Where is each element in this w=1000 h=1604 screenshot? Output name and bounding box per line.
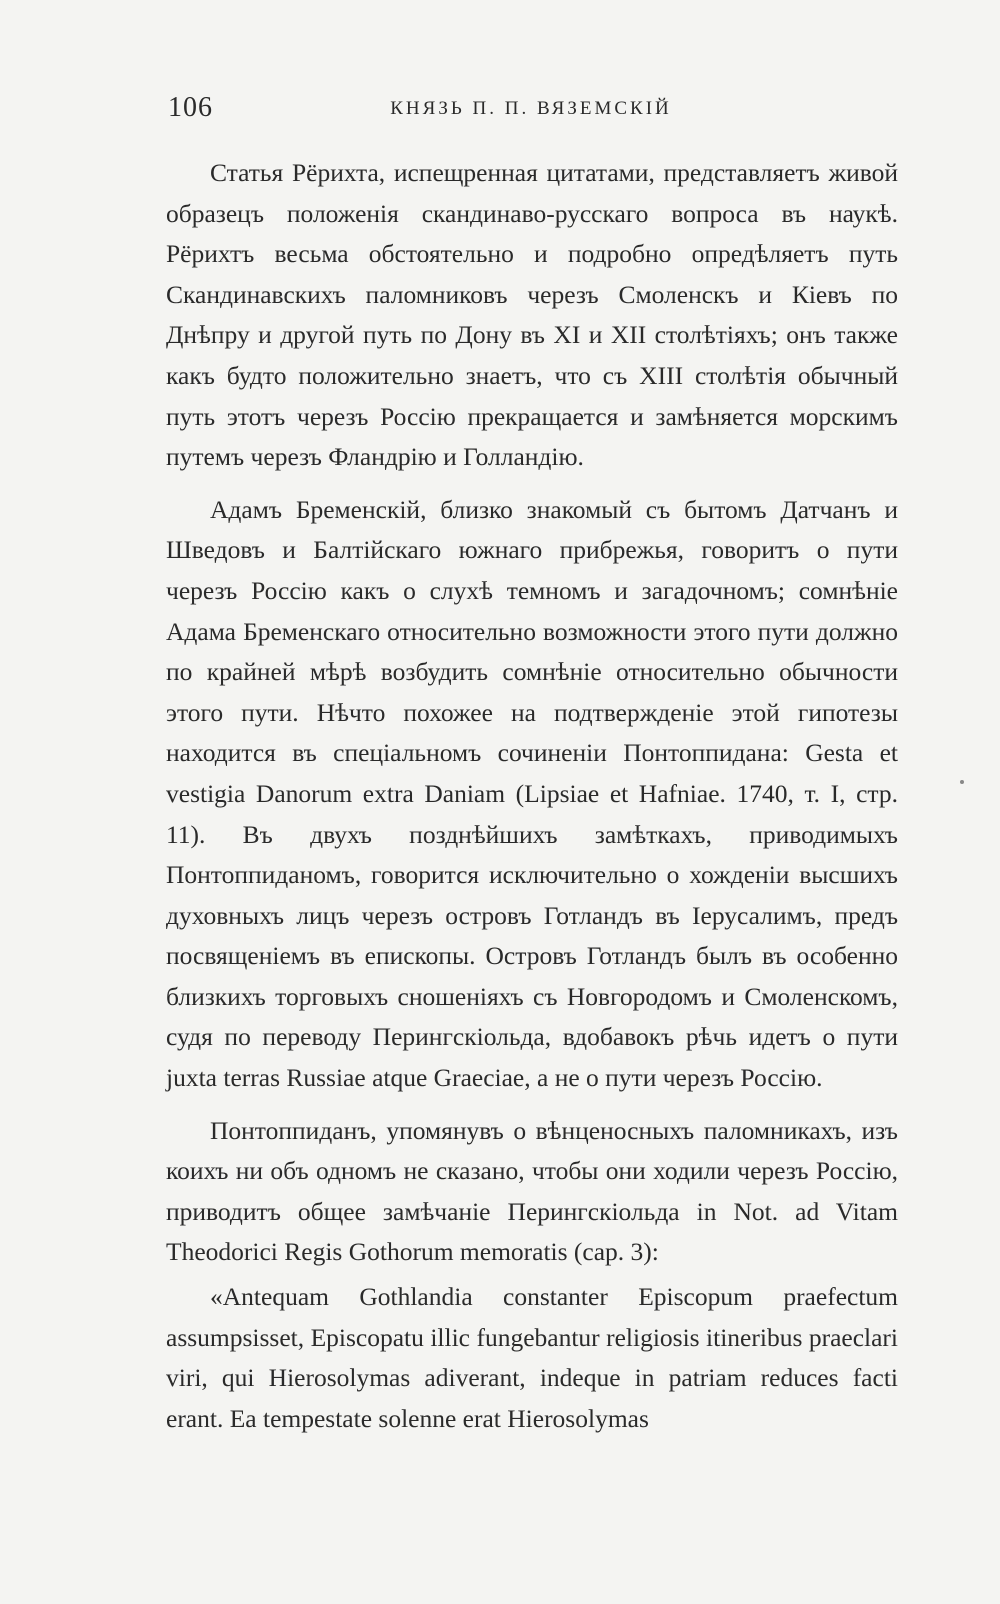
paragraph-1: Статья Рёрихта, испещренная цитатами, представляетъ живой образецъ положенія скандинаво-русскаго вопроса въ наукѣ. Рёрихтъ весьма обстоятельно и подробно опредѣляетъ путь Скандинавскихъ паломниковъ черезъ Смоленскъ и Кіевъ по Днѣпру и другой путь по Дону въ XI и XII столѣтіяхъ; онъ также какъ будто положительно знаетъ, что съ XIII столѣтія обычный путь этотъ черезъ Россію прекращается и замѣняется морскимъ путемъ черезъ Фландрію и Голландію. (166, 158, 898, 472)
running-title: КНЯЗЬ П. П. ВЯЗЕМСКІЙ (390, 98, 672, 119)
paragraph-4-quote: «Antequam Gothlandia constanter Episcopum praefectum assumpsisset, Episcopatu illic fungebantur religiosis itineribus praeclari viri, qui Hierosolymas adiverant, indeque in patriam reduces facti erant. Ea tempestate solenne erat Hierosolymas (166, 1282, 898, 1433)
paragraph-3: Понтоппиданъ, упомянувъ о вѣнценосныхъ паломникахъ, изъ коихъ ни объ одномъ не сказано, чтобы они ходили черезъ Россію, приводитъ общее замѣчаніе Перингскіольда in Not. ad Vitam Theodorici Regis Gothorum memoratis (cap. 3): (166, 1115, 898, 1267)
page-header (168, 92, 894, 132)
print-speck (960, 780, 964, 784)
body-text (166, 153, 898, 1439)
page-number: 106 (168, 92, 213, 123)
paragraph-2: Адамъ Бременскій, близко знакомый съ бытомъ Датчанъ и Шведовъ и Балтійскаго южнаго прибрежья, говоритъ о пути черезъ Россію какъ о слухѣ темномъ и загадочномъ; сомнѣніе Адама Бременскаго относительно возможности этого пути должно по крайней мѣрѣ возбудить сомнѣніе относительно обычности этого пути. Нѣчто похожее на подтвержденіе этой гипотезы находится въ спеціальномъ сочиненіи Понтоппидана: Gesta et vestigia Danorum extra Daniam (Lipsiae et Hafniae. 1740, т. I, стр. 11). Въ двухъ позднѣйшихъ замѣткахъ, приводимыхъ Понтоппиданомъ, говорится исключительно о хожденіи высшихъ духовныхъ лицъ черезъ островъ Готландъ въ Іерусалимъ, предъ посвященіемъ въ епископы. Островъ Готландъ былъ въ особенно близкихъ торговыхъ сношеніяхъ съ Новгородомъ и Смоленскомъ, судя по переводу Перингскіольда, вдобавокъ рѣчь идетъ о пути juxta terras Russiae atque Graeciae, а не о пути черезъ Россію. (166, 494, 898, 1093)
